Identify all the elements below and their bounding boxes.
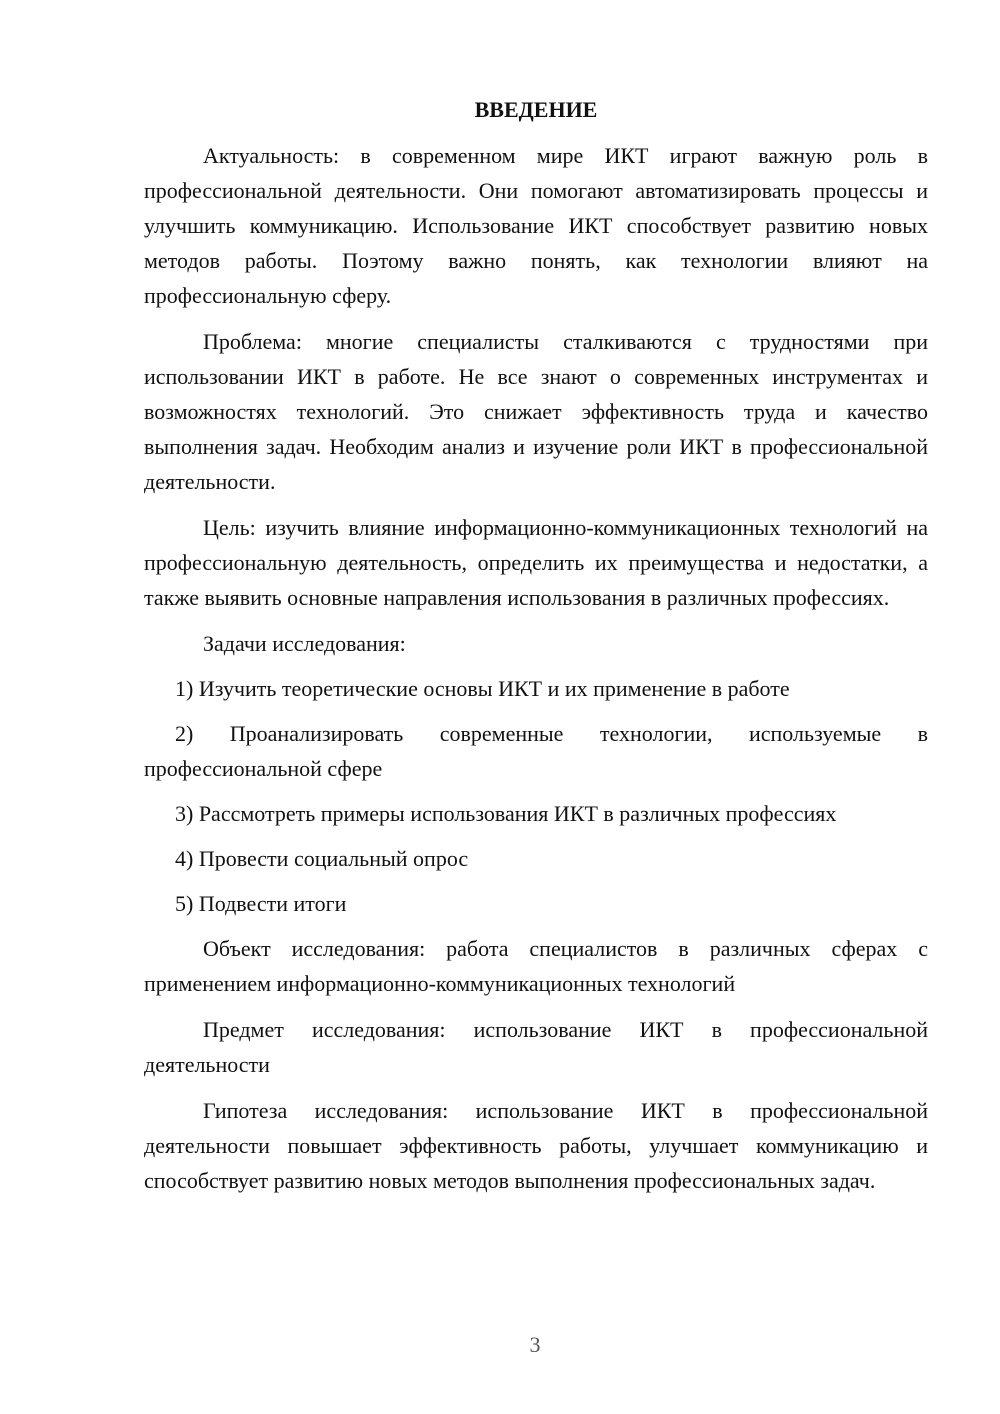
- hypothesis-paragraph: Гипотеза исследования: использование ИКТ в профессиональной деятельности повышает эффективность работы, улучшает коммуникацию и способствует развитию новых методов выполнения профессиональных задач.: [144, 1098, 928, 1193]
- tasks-list: [144, 671, 928, 921]
- task-item: 5) Подвести итоги: [175, 891, 347, 916]
- document-body: [144, 94, 928, 1209]
- tasks-heading: Задачи исследования:: [203, 631, 406, 656]
- object-paragraph: Объект исследования: работа специалистов в различных сферах с применением информационно-коммуникационных технологий: [144, 936, 928, 996]
- task-item: 2) Проанализировать современные технологии, используемые в профессиональной сфере: [144, 721, 928, 781]
- task-item: 1) Изучить теоретические основы ИКТ и их применение в работе: [175, 676, 790, 701]
- goal-paragraph: Цель: изучить влияние информационно-коммуникационных технологий на профессиональную деятельность, определить их преимущества и недостатки, а также выявить основные направления использования в различных профессиях.: [144, 515, 928, 610]
- task-item: 4) Провести социальный опрос: [175, 846, 469, 871]
- task-item: 3) Рассмотреть примеры использования ИКТ в различных профессиях: [175, 801, 837, 826]
- problem-paragraph: Проблема: многие специалисты сталкиваются с трудностями при использовании ИКТ в работе. Не все знают о современных инструментах и возможностях технологий. Это снижает эффективность труда и качество выполнения задач. Необходим анализ и изучение роли ИКТ в профессиональной деятельности.: [144, 329, 928, 494]
- page-number: 3: [529, 1332, 541, 1357]
- subject-paragraph: Предмет исследования: использование ИКТ в профессиональной деятельности: [144, 1017, 928, 1077]
- relevance-paragraph: Актуальность: в современном мире ИКТ играют важную роль в профессиональной деятельности. Они помогают автоматизировать процессы и улучшить коммуникацию. Использование ИКТ способствует развитию новых методов работы. Поэтому важно понять, как технологии влияют на профессиональную сферу.: [144, 143, 928, 308]
- page-title: ВВЕДЕНИЕ: [474, 97, 598, 122]
